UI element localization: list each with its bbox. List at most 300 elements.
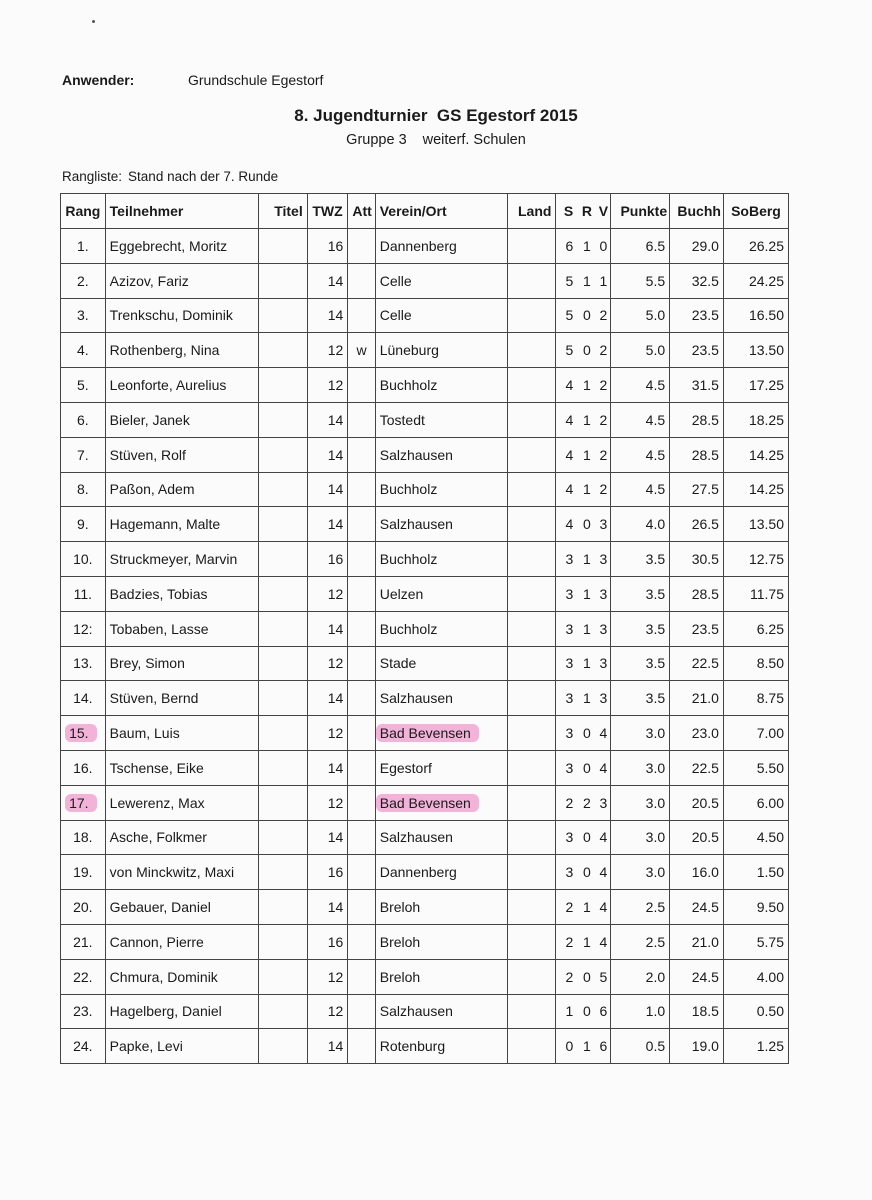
cell-remis: 0 — [577, 333, 596, 368]
cell-sonneborn-berger: 4.00 — [723, 959, 788, 994]
cell-titel — [258, 994, 307, 1029]
cell-twz: 12 — [307, 368, 348, 403]
cell-twz: 14 — [307, 611, 348, 646]
cell-twz: 14 — [307, 507, 348, 542]
cell-att — [348, 716, 375, 751]
cell-remis: 1 — [577, 263, 596, 298]
cell-siege: 3 — [556, 646, 577, 681]
cell-titel — [258, 646, 307, 681]
table-row — [61, 576, 789, 611]
cell-siege: 4 — [556, 402, 577, 437]
col-header-teilnehmer: Teilnehmer — [105, 194, 258, 229]
table-row — [61, 924, 789, 959]
col-header-verein: Verein/Ort — [375, 194, 507, 229]
cell-punkte: 4.5 — [611, 402, 670, 437]
cell-rang: 4. — [61, 333, 106, 368]
cell-siege: 5 — [556, 263, 577, 298]
cell-name: Tschense, Eike — [105, 750, 258, 785]
cell-buchholz: 21.0 — [670, 681, 724, 716]
cell-sonneborn-berger: 14.25 — [723, 472, 788, 507]
cell-land — [507, 785, 556, 820]
cell-land — [507, 507, 556, 542]
cell-punkte: 6.5 — [611, 229, 670, 264]
cell-titel — [258, 263, 307, 298]
cell-remis: 1 — [577, 368, 596, 403]
col-header-v: V — [597, 194, 611, 229]
cell-siege: 3 — [556, 611, 577, 646]
cell-titel — [258, 855, 307, 890]
cell-land — [507, 924, 556, 959]
cell-name: Azizov, Fariz — [105, 263, 258, 298]
page-title: 8. Jugendturnier GS Egestorf 2015 — [294, 106, 578, 125]
cell-name: Tobaben, Lasse — [105, 611, 258, 646]
cell-name: Baum, Luis — [105, 716, 258, 751]
cell-sonneborn-berger: 9.50 — [723, 890, 788, 925]
cell-name: Lewerenz, Max — [105, 785, 258, 820]
table-row — [61, 507, 789, 542]
cell-siege: 3 — [556, 716, 577, 751]
cell-verein: Breloh — [375, 924, 507, 959]
cell-buchholz: 18.5 — [670, 994, 724, 1029]
cell-verein: Uelzen — [375, 576, 507, 611]
standings-label-detail: Stand nach der 7. Runde — [128, 169, 279, 184]
cell-punkte: 3.5 — [611, 646, 670, 681]
cell-name: Cannon, Pierre — [105, 924, 258, 959]
cell-titel — [258, 750, 307, 785]
cell-twz: 16 — [307, 924, 348, 959]
highlighter-mark: Bad Bevensen — [376, 794, 479, 812]
cell-verloren: 2 — [597, 437, 611, 472]
cell-siege: 5 — [556, 298, 577, 333]
cell-rang: 14. — [61, 681, 106, 716]
cell-buchholz: 26.5 — [670, 507, 724, 542]
cell-verloren: 3 — [597, 507, 611, 542]
cell-titel — [258, 681, 307, 716]
cell-verloren: 1 — [597, 263, 611, 298]
cell-sonneborn-berger: 6.25 — [723, 611, 788, 646]
cell-remis: 1 — [577, 229, 596, 264]
cell-verloren: 3 — [597, 576, 611, 611]
col-header-rang: Rang — [61, 194, 106, 229]
table-row — [61, 298, 789, 333]
cell-buchholz: 31.5 — [670, 368, 724, 403]
cell-sonneborn-berger: 11.75 — [723, 576, 788, 611]
cell-twz: 14 — [307, 1029, 348, 1064]
cell-titel — [258, 820, 307, 855]
cell-buchholz: 22.5 — [670, 646, 724, 681]
cell-buchholz: 23.5 — [670, 298, 724, 333]
group-detail: weiterf. Schulen — [422, 132, 526, 148]
cell-punkte: 2.5 — [611, 924, 670, 959]
cell-buchholz: 30.5 — [670, 542, 724, 577]
standings-label-text: Rangliste: — [62, 169, 123, 184]
col-header-punkte: Punkte — [611, 194, 670, 229]
cell-remis: 0 — [577, 855, 596, 890]
cell-verein: Salzhausen — [375, 994, 507, 1029]
cell-rang — [61, 716, 106, 751]
cell-sonneborn-berger: 13.50 — [723, 333, 788, 368]
cell-punkte: 3.5 — [611, 542, 670, 577]
cell-buchholz: 28.5 — [670, 437, 724, 472]
cell-punkte: 3.5 — [611, 611, 670, 646]
cell-twz: 12 — [307, 994, 348, 1029]
cell-sonneborn-berger: 24.25 — [723, 263, 788, 298]
cell-punkte: 2.0 — [611, 959, 670, 994]
cell-att — [348, 959, 375, 994]
cell-land — [507, 402, 556, 437]
user-line — [62, 72, 323, 88]
paper-speck — [92, 20, 95, 23]
cell-name: Struckmeyer, Marvin — [105, 542, 258, 577]
cell-land — [507, 263, 556, 298]
col-header-twz: TWZ — [307, 194, 348, 229]
table-row — [61, 959, 789, 994]
cell-titel — [258, 298, 307, 333]
cell-sonneborn-berger: 7.00 — [723, 716, 788, 751]
cell-verloren: 2 — [597, 368, 611, 403]
cell-verein: Dannenberg — [375, 229, 507, 264]
cell-rang: 19. — [61, 855, 106, 890]
table-row — [61, 611, 789, 646]
cell-sonneborn-berger: 14.25 — [723, 437, 788, 472]
cell-remis: 1 — [577, 402, 596, 437]
cell-twz: 12 — [307, 576, 348, 611]
cell-twz: 12 — [307, 785, 348, 820]
cell-verein: Lüneburg — [375, 333, 507, 368]
cell-siege: 0 — [556, 1029, 577, 1064]
cell-titel — [258, 611, 307, 646]
cell-buchholz: 27.5 — [670, 472, 724, 507]
cell-att — [348, 437, 375, 472]
cell-buchholz: 28.5 — [670, 576, 724, 611]
cell-land — [507, 333, 556, 368]
table-row — [61, 994, 789, 1029]
group-line — [0, 132, 872, 148]
cell-titel — [258, 368, 307, 403]
cell-siege: 2 — [556, 890, 577, 925]
cell-sonneborn-berger: 4.50 — [723, 820, 788, 855]
cell-punkte: 4.0 — [611, 507, 670, 542]
cell-verloren: 3 — [597, 611, 611, 646]
cell-verloren: 4 — [597, 750, 611, 785]
cell-name: Asche, Folkmer — [105, 820, 258, 855]
cell-att — [348, 263, 375, 298]
cell-verein: Salzhausen — [375, 507, 507, 542]
cell-remis: 1 — [577, 576, 596, 611]
cell-rang: 23. — [61, 994, 106, 1029]
cell-siege: 1 — [556, 994, 577, 1029]
cell-rang: 16. — [61, 750, 106, 785]
cell-titel — [258, 333, 307, 368]
cell-rang: 13. — [61, 646, 106, 681]
cell-punkte: 4.5 — [611, 368, 670, 403]
cell-att — [348, 402, 375, 437]
cell-rang: 24. — [61, 1029, 106, 1064]
cell-verloren: 3 — [597, 681, 611, 716]
cell-rang: 1. — [61, 229, 106, 264]
cell-sonneborn-berger: 18.25 — [723, 402, 788, 437]
cell-titel — [258, 959, 307, 994]
cell-verein: Salzhausen — [375, 820, 507, 855]
cell-name: Rothenberg, Nina — [105, 333, 258, 368]
cell-verloren: 6 — [597, 994, 611, 1029]
cell-siege: 2 — [556, 785, 577, 820]
table-header-row — [61, 194, 789, 229]
cell-verloren: 3 — [597, 785, 611, 820]
cell-remis: 0 — [577, 507, 596, 542]
cell-twz: 14 — [307, 750, 348, 785]
cell-verloren: 4 — [597, 820, 611, 855]
cell-land — [507, 716, 556, 751]
table-row — [61, 646, 789, 681]
cell-twz: 16 — [307, 542, 348, 577]
highlighter-mark: 15. — [65, 724, 96, 742]
cell-rang: 6. — [61, 402, 106, 437]
user-label: Anwender: — [62, 72, 135, 88]
cell-remis: 1 — [577, 472, 596, 507]
cell-verein: Salzhausen — [375, 681, 507, 716]
cell-verein: Celle — [375, 298, 507, 333]
cell-name: von Minckwitz, Maxi — [105, 855, 258, 890]
cell-att — [348, 542, 375, 577]
cell-titel — [258, 542, 307, 577]
cell-verein — [375, 716, 507, 751]
table-row — [61, 437, 789, 472]
cell-verein: Buchholz — [375, 611, 507, 646]
cell-land — [507, 820, 556, 855]
cell-punkte: 3.0 — [611, 855, 670, 890]
cell-twz: 14 — [307, 437, 348, 472]
table-row — [61, 820, 789, 855]
cell-twz: 14 — [307, 681, 348, 716]
cell-verloren: 6 — [597, 1029, 611, 1064]
cell-siege: 6 — [556, 229, 577, 264]
cell-sonneborn-berger: 8.50 — [723, 646, 788, 681]
cell-verein: Rotenburg — [375, 1029, 507, 1064]
cell-name: Stüven, Rolf — [105, 437, 258, 472]
cell-titel — [258, 576, 307, 611]
cell-verloren: 2 — [597, 472, 611, 507]
cell-att — [348, 924, 375, 959]
cell-buchholz: 22.5 — [670, 750, 724, 785]
cell-twz: 14 — [307, 298, 348, 333]
cell-remis: 1 — [577, 681, 596, 716]
cell-verein: Celle — [375, 263, 507, 298]
cell-twz: 14 — [307, 890, 348, 925]
cell-siege: 2 — [556, 959, 577, 994]
cell-twz: 16 — [307, 229, 348, 264]
cell-siege: 5 — [556, 333, 577, 368]
cell-twz: 14 — [307, 402, 348, 437]
cell-titel — [258, 437, 307, 472]
col-header-titel: Titel — [258, 194, 307, 229]
cell-punkte: 5.5 — [611, 263, 670, 298]
cell-sonneborn-berger: 0.50 — [723, 994, 788, 1029]
cell-buchholz: 23.5 — [670, 611, 724, 646]
cell-titel — [258, 472, 307, 507]
cell-punkte: 4.5 — [611, 437, 670, 472]
cell-att — [348, 750, 375, 785]
cell-buchholz: 21.0 — [670, 924, 724, 959]
cell-siege: 3 — [556, 750, 577, 785]
cell-sonneborn-berger: 17.25 — [723, 368, 788, 403]
cell-name: Hagelberg, Daniel — [105, 994, 258, 1029]
cell-name: Eggebrecht, Moritz — [105, 229, 258, 264]
cell-punkte: 2.5 — [611, 890, 670, 925]
cell-verein: Buchholz — [375, 368, 507, 403]
cell-siege: 3 — [556, 820, 577, 855]
cell-att — [348, 994, 375, 1029]
cell-land — [507, 750, 556, 785]
cell-siege: 4 — [556, 472, 577, 507]
cell-att — [348, 681, 375, 716]
cell-rang: 20. — [61, 890, 106, 925]
cell-name: Chmura, Dominik — [105, 959, 258, 994]
cell-remis: 0 — [577, 298, 596, 333]
cell-twz: 12 — [307, 333, 348, 368]
cell-land — [507, 576, 556, 611]
cell-att — [348, 611, 375, 646]
cell-titel — [258, 229, 307, 264]
cell-siege: 3 — [556, 681, 577, 716]
cell-verloren: 2 — [597, 333, 611, 368]
cell-verein: Buchholz — [375, 542, 507, 577]
cell-att — [348, 1029, 375, 1064]
cell-verloren: 3 — [597, 646, 611, 681]
col-header-land: Land — [507, 194, 556, 229]
cell-att — [348, 646, 375, 681]
cell-buchholz: 32.5 — [670, 263, 724, 298]
table-row — [61, 681, 789, 716]
col-header-att: Att — [348, 194, 375, 229]
table-row — [61, 542, 789, 577]
cell-sonneborn-berger: 5.75 — [723, 924, 788, 959]
cell-rang: 22. — [61, 959, 106, 994]
cell-verein: Egestorf — [375, 750, 507, 785]
cell-twz: 12 — [307, 716, 348, 751]
cell-land — [507, 994, 556, 1029]
cell-punkte: 5.0 — [611, 333, 670, 368]
cell-verein: Stade — [375, 646, 507, 681]
cell-siege: 3 — [556, 542, 577, 577]
cell-sonneborn-berger: 13.50 — [723, 507, 788, 542]
table-row — [61, 368, 789, 403]
cell-land — [507, 611, 556, 646]
cell-rang: 10. — [61, 542, 106, 577]
cell-land — [507, 1029, 556, 1064]
cell-verein: Dannenberg — [375, 855, 507, 890]
cell-twz: 14 — [307, 820, 348, 855]
cell-remis: 1 — [577, 890, 596, 925]
cell-titel — [258, 507, 307, 542]
cell-att — [348, 785, 375, 820]
cell-siege: 4 — [556, 507, 577, 542]
cell-sonneborn-berger: 12.75 — [723, 542, 788, 577]
cell-remis: 1 — [577, 437, 596, 472]
cell-att — [348, 507, 375, 542]
cell-punkte: 3.0 — [611, 785, 670, 820]
cell-remis: 0 — [577, 820, 596, 855]
cell-land — [507, 890, 556, 925]
cell-punkte: 4.5 — [611, 472, 670, 507]
cell-sonneborn-berger: 1.50 — [723, 855, 788, 890]
cell-remis: 0 — [577, 716, 596, 751]
cell-titel — [258, 716, 307, 751]
cell-buchholz: 23.5 — [670, 333, 724, 368]
cell-land — [507, 646, 556, 681]
cell-att — [348, 576, 375, 611]
cell-rang — [61, 785, 106, 820]
cell-rang: 9. — [61, 507, 106, 542]
table-row — [61, 890, 789, 925]
cell-att — [348, 855, 375, 890]
cell-siege: 2 — [556, 924, 577, 959]
cell-buchholz: 24.5 — [670, 890, 724, 925]
cell-remis: 2 — [577, 785, 596, 820]
cell-sonneborn-berger: 5.50 — [723, 750, 788, 785]
cell-twz: 12 — [307, 646, 348, 681]
highlighter-mark: 17. — [65, 794, 96, 812]
cell-land — [507, 229, 556, 264]
table-row — [61, 402, 789, 437]
cell-verloren: 0 — [597, 229, 611, 264]
table-row — [61, 263, 789, 298]
cell-rang: 12: — [61, 611, 106, 646]
cell-sonneborn-berger: 6.00 — [723, 785, 788, 820]
cell-buchholz: 19.0 — [670, 1029, 724, 1064]
table-row — [61, 472, 789, 507]
cell-land — [507, 298, 556, 333]
cell-siege: 3 — [556, 576, 577, 611]
col-header-s: S — [556, 194, 577, 229]
group-name: Gruppe 3 — [346, 132, 407, 148]
cell-remis: 0 — [577, 994, 596, 1029]
cell-rang: 7. — [61, 437, 106, 472]
table-row — [61, 229, 789, 264]
cell-punkte: 3.0 — [611, 750, 670, 785]
standings-label — [62, 169, 284, 184]
cell-name: Badzies, Tobias — [105, 576, 258, 611]
cell-sonneborn-berger: 1.25 — [723, 1029, 788, 1064]
cell-rang: 18. — [61, 820, 106, 855]
cell-verein: Salzhausen — [375, 437, 507, 472]
cell-verloren: 3 — [597, 542, 611, 577]
cell-rang: 3. — [61, 298, 106, 333]
cell-att — [348, 820, 375, 855]
cell-twz: 12 — [307, 959, 348, 994]
cell-att — [348, 890, 375, 925]
cell-name: Gebauer, Daniel — [105, 890, 258, 925]
cell-punkte: 5.0 — [611, 298, 670, 333]
cell-land — [507, 472, 556, 507]
cell-punkte: 3.5 — [611, 681, 670, 716]
cell-titel — [258, 924, 307, 959]
cell-remis: 1 — [577, 646, 596, 681]
standings-table — [60, 193, 789, 1064]
table-row — [61, 750, 789, 785]
cell-titel — [258, 1029, 307, 1064]
cell-verloren: 4 — [597, 890, 611, 925]
cell-titel — [258, 890, 307, 925]
cell-name: Bieler, Janek — [105, 402, 258, 437]
cell-name: Hagemann, Malte — [105, 507, 258, 542]
cell-buchholz: 24.5 — [670, 959, 724, 994]
cell-land — [507, 855, 556, 890]
cell-name: Brey, Simon — [105, 646, 258, 681]
cell-rang: 2. — [61, 263, 106, 298]
cell-verloren: 2 — [597, 298, 611, 333]
cell-siege: 4 — [556, 437, 577, 472]
